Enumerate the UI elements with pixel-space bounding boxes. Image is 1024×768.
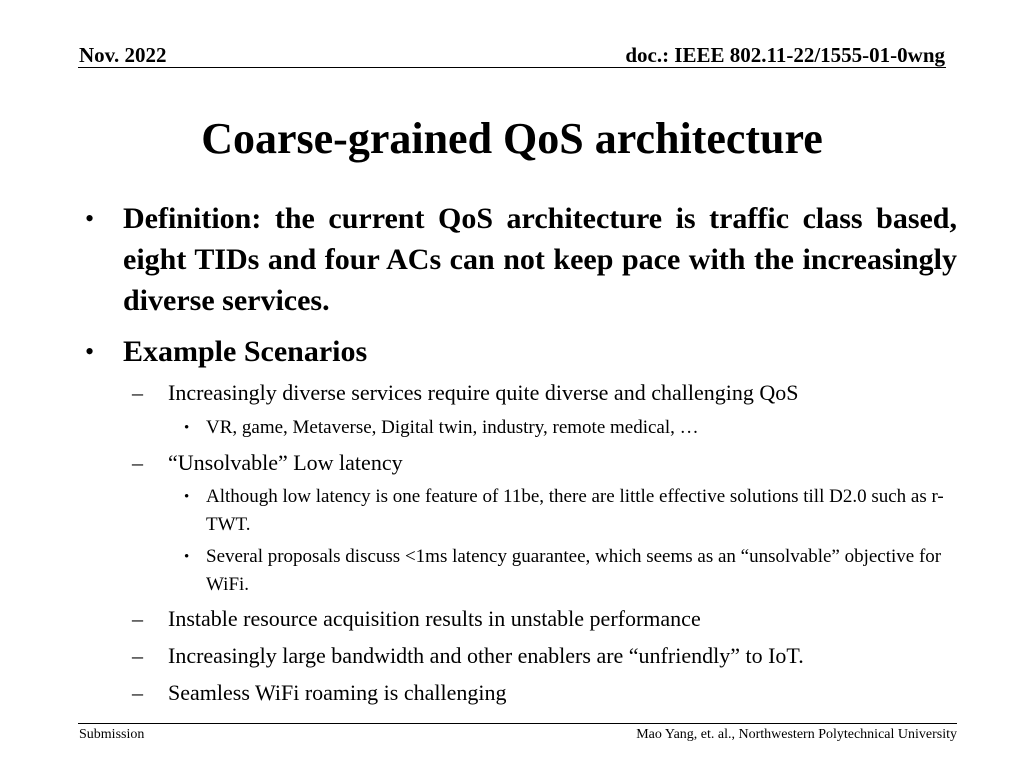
dash-marker: –	[132, 643, 143, 668]
item-proposals-1ms: Several proposals discuss <1ms latency guarantee, which seems as an “unsolvable” objective for WiFi.	[206, 546, 942, 595]
item-low-latency-11be: Although low latency is one feature of 11be, there are little effective solutions till D2.0 such as r-TWT.	[206, 486, 944, 535]
sub-bullet-marker: •	[184, 420, 190, 436]
item-diverse-services: Increasingly diverse services require quite diverse and challenging QoS	[168, 380, 799, 405]
item-seamless-roaming: Seamless WiFi roaming is challenging	[168, 680, 507, 705]
dash-marker: –	[132, 450, 143, 475]
item-bandwidth-iot: Increasingly large bandwidth and other enablers are “unfriendly” to IoT.	[168, 643, 804, 668]
dash-marker: –	[132, 380, 143, 405]
footer-submission: Submission	[79, 727, 145, 742]
item-unsolvable-low-latency: “Unsolvable” Low latency	[168, 450, 403, 475]
sub-bullet-marker: •	[184, 489, 190, 505]
bullet-example-scenarios: Example Scenarios	[123, 335, 368, 368]
item-vr-examples: VR, game, Metaverse, Digital twin, industry, remote medical, …	[206, 417, 699, 438]
dash-marker: –	[132, 606, 143, 631]
bullet-marker: •	[85, 337, 95, 366]
header-date: Nov. 2022	[79, 43, 167, 67]
dash-marker: –	[132, 680, 143, 705]
slide-title: Coarse-grained QoS architecture	[201, 114, 823, 163]
bullet-definition: Definition: the current QoS architecture is traffic class based, eight TIDs and four ACs can not keep pace with the increasingly diverse services.	[123, 202, 957, 317]
header-doc-number: doc.: IEEE 802.11-22/1555-01-0wng	[625, 43, 945, 67]
footer-divider	[78, 723, 957, 724]
sub-bullet-marker: •	[184, 549, 190, 565]
bullet-marker: •	[85, 204, 95, 233]
footer-authors: Mao Yang, et. al., Northwestern Polytechnical University	[636, 727, 957, 742]
item-instable-resource: Instable resource acquisition results in unstable performance	[168, 606, 701, 631]
